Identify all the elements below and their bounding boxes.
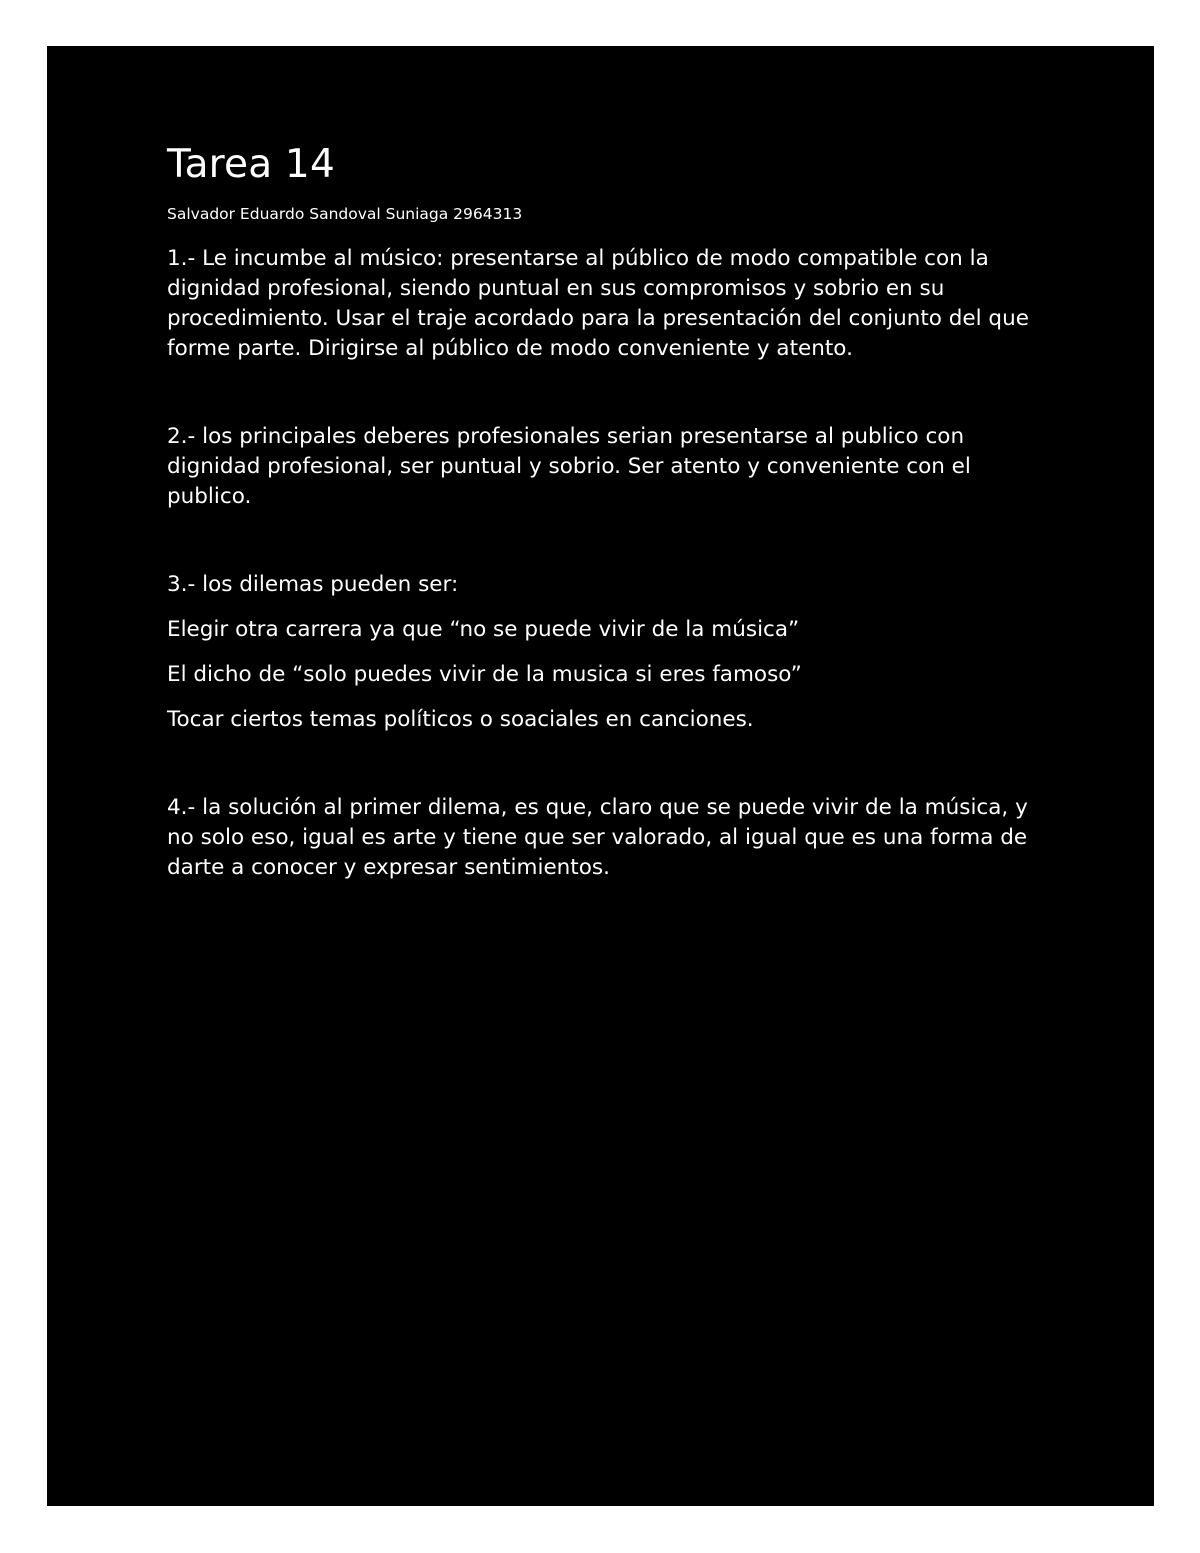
paragraph-spacer — [167, 735, 1047, 793]
answer-1: 1.- Le incumbe al músico: presentarse al público de modo compatible con la dignidad profesional, siendo puntual en sus compromisos y sobrio en su procedimiento. Usar el traje acordado para la presentación del conjunto del que forme parte. Dirigirse al público de modo conveniente y atento. — [167, 246, 1029, 361]
paragraph-spacer — [167, 364, 1047, 422]
answer-3-intro: 3.- los dilemas pueden ser: — [167, 572, 459, 597]
document-content — [167, 142, 1047, 883]
paragraph-spacer — [167, 645, 1047, 660]
paragraph-spacer — [167, 690, 1047, 705]
paragraph-spacer — [167, 600, 1047, 615]
answer-2: 2.- los principales deberes profesionales serian presentarse al publico con dignidad profesional, ser puntual y sobrio. Ser atento y conveniente con el publico. — [167, 424, 971, 509]
paragraph-spacer — [167, 512, 1047, 570]
dilemma-item: Tocar ciertos temas políticos o soaciales en canciones. — [167, 707, 754, 732]
answer-4: 4.- la solución al primer dilema, es que, claro que se puede vivir de la música, y no solo eso, igual es arte y tiene que ser valorado, al igual que es una forma de darte a conocer y expresar sentimientos. — [167, 795, 1028, 880]
document-page — [47, 46, 1154, 1506]
document-title: Tarea 14 — [167, 142, 335, 187]
dilemma-item: Elegir otra carrera ya que “no se puede vivir de la música” — [167, 617, 800, 642]
dilemma-item: El dicho de “solo puedes vivir de la musica si eres famoso” — [167, 662, 802, 687]
author-line: Salvador Eduardo Sandoval Suniaga 2964313 — [167, 205, 523, 223]
